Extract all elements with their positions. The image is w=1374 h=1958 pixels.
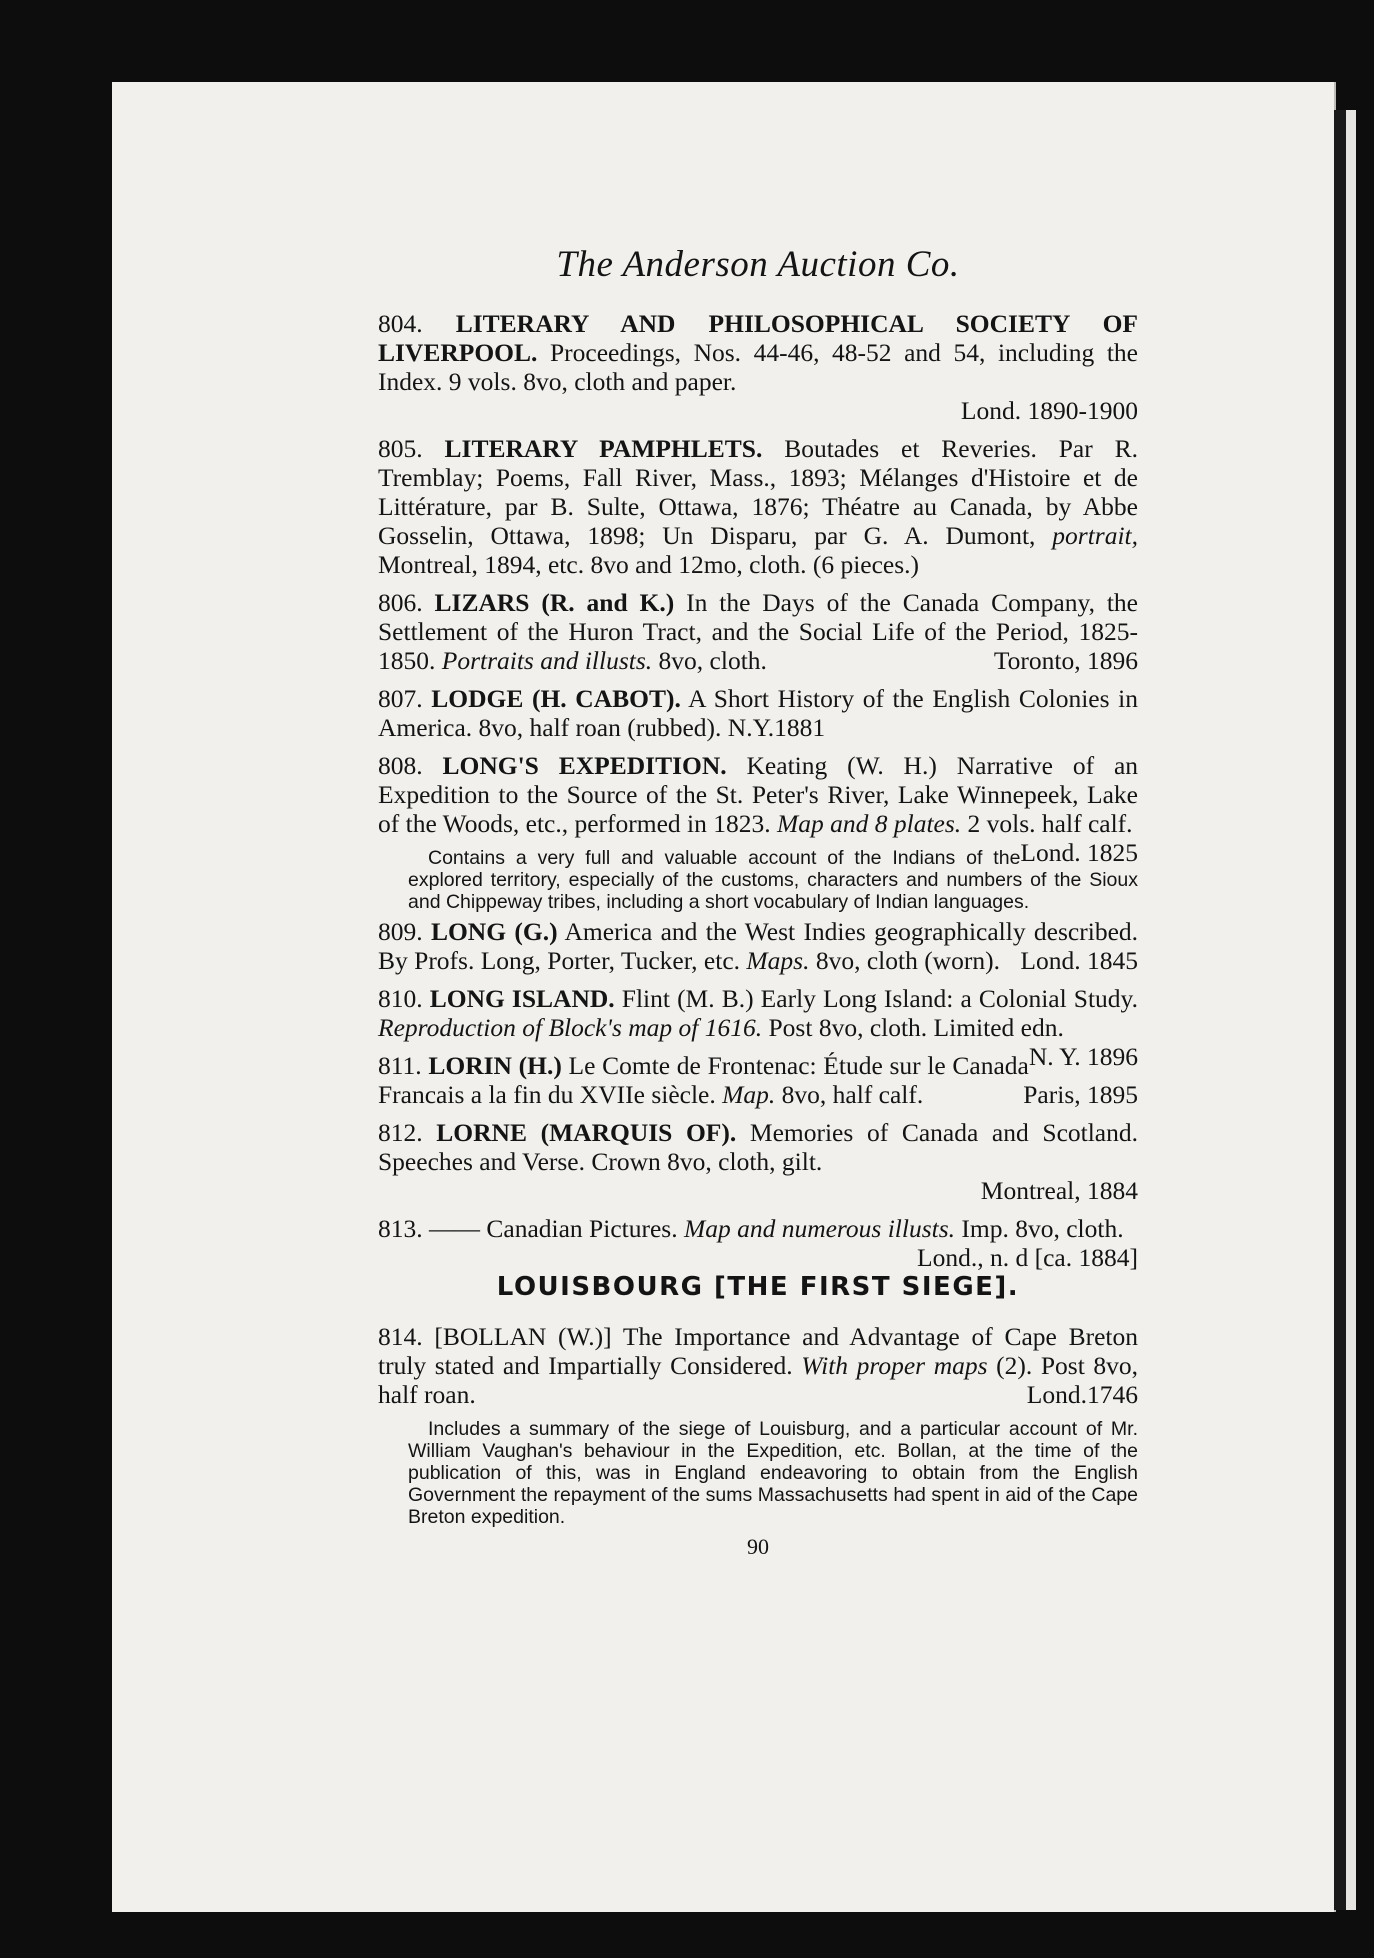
lot-number: 812. <box>378 1118 423 1147</box>
entry-body-cont: 8vo, half calf. <box>781 1080 924 1109</box>
entry-italic: Map and numerous illusts. <box>683 1214 956 1243</box>
entry-body-cont: Imp. 8vo, cloth. <box>961 1214 1124 1243</box>
lot-number: 805. <box>378 434 423 463</box>
catalog-entry <box>378 309 1138 425</box>
entry-body: Le Comte de Frontenac: Étude sur le Canada Francais a la fin du XVIIe siècle. <box>378 1051 1029 1109</box>
entry-imprint: N. Y. 1896 <box>1028 1042 1138 1071</box>
entry-body-cont: Montreal, 1894, etc. 8vo and 12mo, cloth. (6 pieces.) <box>378 550 920 579</box>
entry-body-cont: 8vo, cloth (worn). <box>815 946 1000 975</box>
facing-page-edge <box>1346 110 1356 1910</box>
entry-heading: LONG'S EXPEDITION. <box>442 751 727 780</box>
lot-number: 806. <box>378 588 423 617</box>
entry-imprint: Lond. 1825 <box>1020 838 1138 867</box>
entry-body: Boutades et Reveries. Par R. Tremblay; Poems, Fall River, Mass., 1893; Mélanges d'Histoire et de Littérature, par B. Sulte, Ottawa, 1876; Théatre au Canada, by Abbe Gosselin, Ottawa, 1898; Un Disparu, par G. A. Dumont, <box>378 434 1139 550</box>
section-heading: LOUISBOURG [THE FIRST SIEGE]. <box>496 1272 1020 1302</box>
entry-note: Includes a summary of the siege of Louisburg, and a particular account of Mr. William Vaughan's behaviour in the Expedition, etc. Bollan, at the time of the publication of this, was in England endeavoring to obtain from the English Government the repayment of the sums Massachusetts had spent in aid of the Cape Breton expedition. <box>408 1418 1138 1528</box>
entry-imprint: Lond. 1890-1900 <box>960 396 1138 425</box>
lot-number: 813. <box>378 1214 423 1243</box>
entry-heading: LITERARY PAMPHLETS. <box>444 434 763 463</box>
catalog-entry <box>378 917 1138 975</box>
entry-italic: Portraits and illusts. <box>441 646 653 675</box>
entry-heading: LONG (G.) <box>430 917 558 946</box>
entry-body-cont: 8vo, cloth. <box>658 646 767 675</box>
lot-number: 808. <box>378 751 423 780</box>
lot-number: 814. <box>378 1322 423 1351</box>
entry-imprint: Montreal, 1884 <box>980 1176 1138 1205</box>
entry-note: Contains a very full and valuable account of the Indians of the explored territory, especially of the customs, characters and numbers of the Sioux and Chippeway tribes, including a short vocabulary of Indian languages. <box>408 847 1138 913</box>
entry-heading: LITERARY AND PHILOSOPHICAL SOCIETY OF LIVERPOOL. <box>378 309 1138 367</box>
entry-italic: Map and 8 plates. <box>777 809 962 838</box>
page-gutter-shadow <box>1334 110 1346 1910</box>
entry-body: A Short History of the English Colonies in America. 8vo, half roan (rubbed). N.Y.1881 <box>378 684 1138 742</box>
entry-body-cont: (2). Post 8vo, half roan. <box>378 1351 1139 1409</box>
catalog-entry <box>378 1051 1138 1109</box>
catalog-entry <box>378 684 1138 742</box>
catalog-entries <box>378 309 1139 1272</box>
page-content <box>378 244 1139 1561</box>
entry-body: Keating (W. H.) Narrative of an Expedition to the Source of the St. Peter's River, Lake Winnepeek, Lake of the Woods, etc., performed in 1823. <box>378 751 1139 838</box>
entry-imprint: Paris, 1895 <box>1023 1080 1138 1109</box>
entry-italic: Reproduction of Block's map of 1616. <box>378 1013 763 1042</box>
catalog-entry <box>378 1322 1138 1409</box>
catalog-entry <box>378 751 1139 867</box>
entry-body: The Importance and Advantage of Cape Breton truly stated and Impartially Considered. <box>378 1322 1139 1380</box>
ditto-dash: —— <box>429 1214 480 1243</box>
lot-number: 809. <box>378 917 423 946</box>
lot-number: 810. <box>378 984 423 1013</box>
catalog-entry <box>378 1214 1138 1272</box>
entry-heading: LIZARS (R. and K.) <box>434 588 675 617</box>
catalog-entry <box>378 588 1138 675</box>
entry-italic: Map. <box>722 1080 776 1109</box>
catalog-entry <box>378 1118 1138 1205</box>
entry-body-cont: 2 vols. half calf. <box>967 809 1133 838</box>
running-head: The Anderson Auction Co. <box>556 244 960 285</box>
entry-body: Canadian Pictures. <box>486 1214 678 1243</box>
entry-imprint: Lond.1746 <box>1026 1380 1138 1409</box>
lot-number: 804. <box>378 309 423 338</box>
entry-body: In the Days of the Canada Company, the Settlement of the Huron Tract, and the Social Life of the Period, 1825-1850. <box>378 588 1138 675</box>
entry-heading: LORNE (MARQUIS OF). <box>436 1118 737 1147</box>
lot-number: 807. <box>378 684 423 713</box>
entry-italic: portrait, <box>1052 521 1138 550</box>
entry-heading: [BOLLAN (W.)] <box>434 1322 612 1351</box>
entry-imprint: Lond., n. d [ca. 1884] <box>917 1243 1138 1272</box>
entry-italic: With proper maps <box>801 1351 988 1380</box>
entry-body: America and the West Indies geographically described. By Profs. Long, Porter, Tucker, etc. <box>378 917 1139 975</box>
entry-body: Memories of Canada and Scotland. Speeches and Verse. Crown 8vo, cloth, gilt. <box>378 1118 1138 1176</box>
entry-imprint: Lond. 1845 <box>1020 946 1138 975</box>
entry-body-cont: Post 8vo, cloth. Limited edn. <box>768 1013 1064 1042</box>
entry-imprint: Toronto, 1896 <box>993 646 1138 675</box>
page-number: 90 <box>747 1534 769 1559</box>
entry-heading: LORIN (H.) <box>428 1051 562 1080</box>
lot-number: 811. <box>378 1051 422 1080</box>
entry-italic: Maps. <box>746 946 810 975</box>
entry-heading: LODGE (H. CABOT). <box>431 684 681 713</box>
entry-body: Flint (M. B.) Early Long Island: a Colonial Study. <box>621 984 1139 1013</box>
entry-heading: LONG ISLAND. <box>429 984 615 1013</box>
catalog-entry <box>378 434 1138 579</box>
entry-body: Proceedings, Nos. 44-46, 48-52 and 54, including the Index. 9 vols. 8vo, cloth and paper. <box>378 338 1138 396</box>
